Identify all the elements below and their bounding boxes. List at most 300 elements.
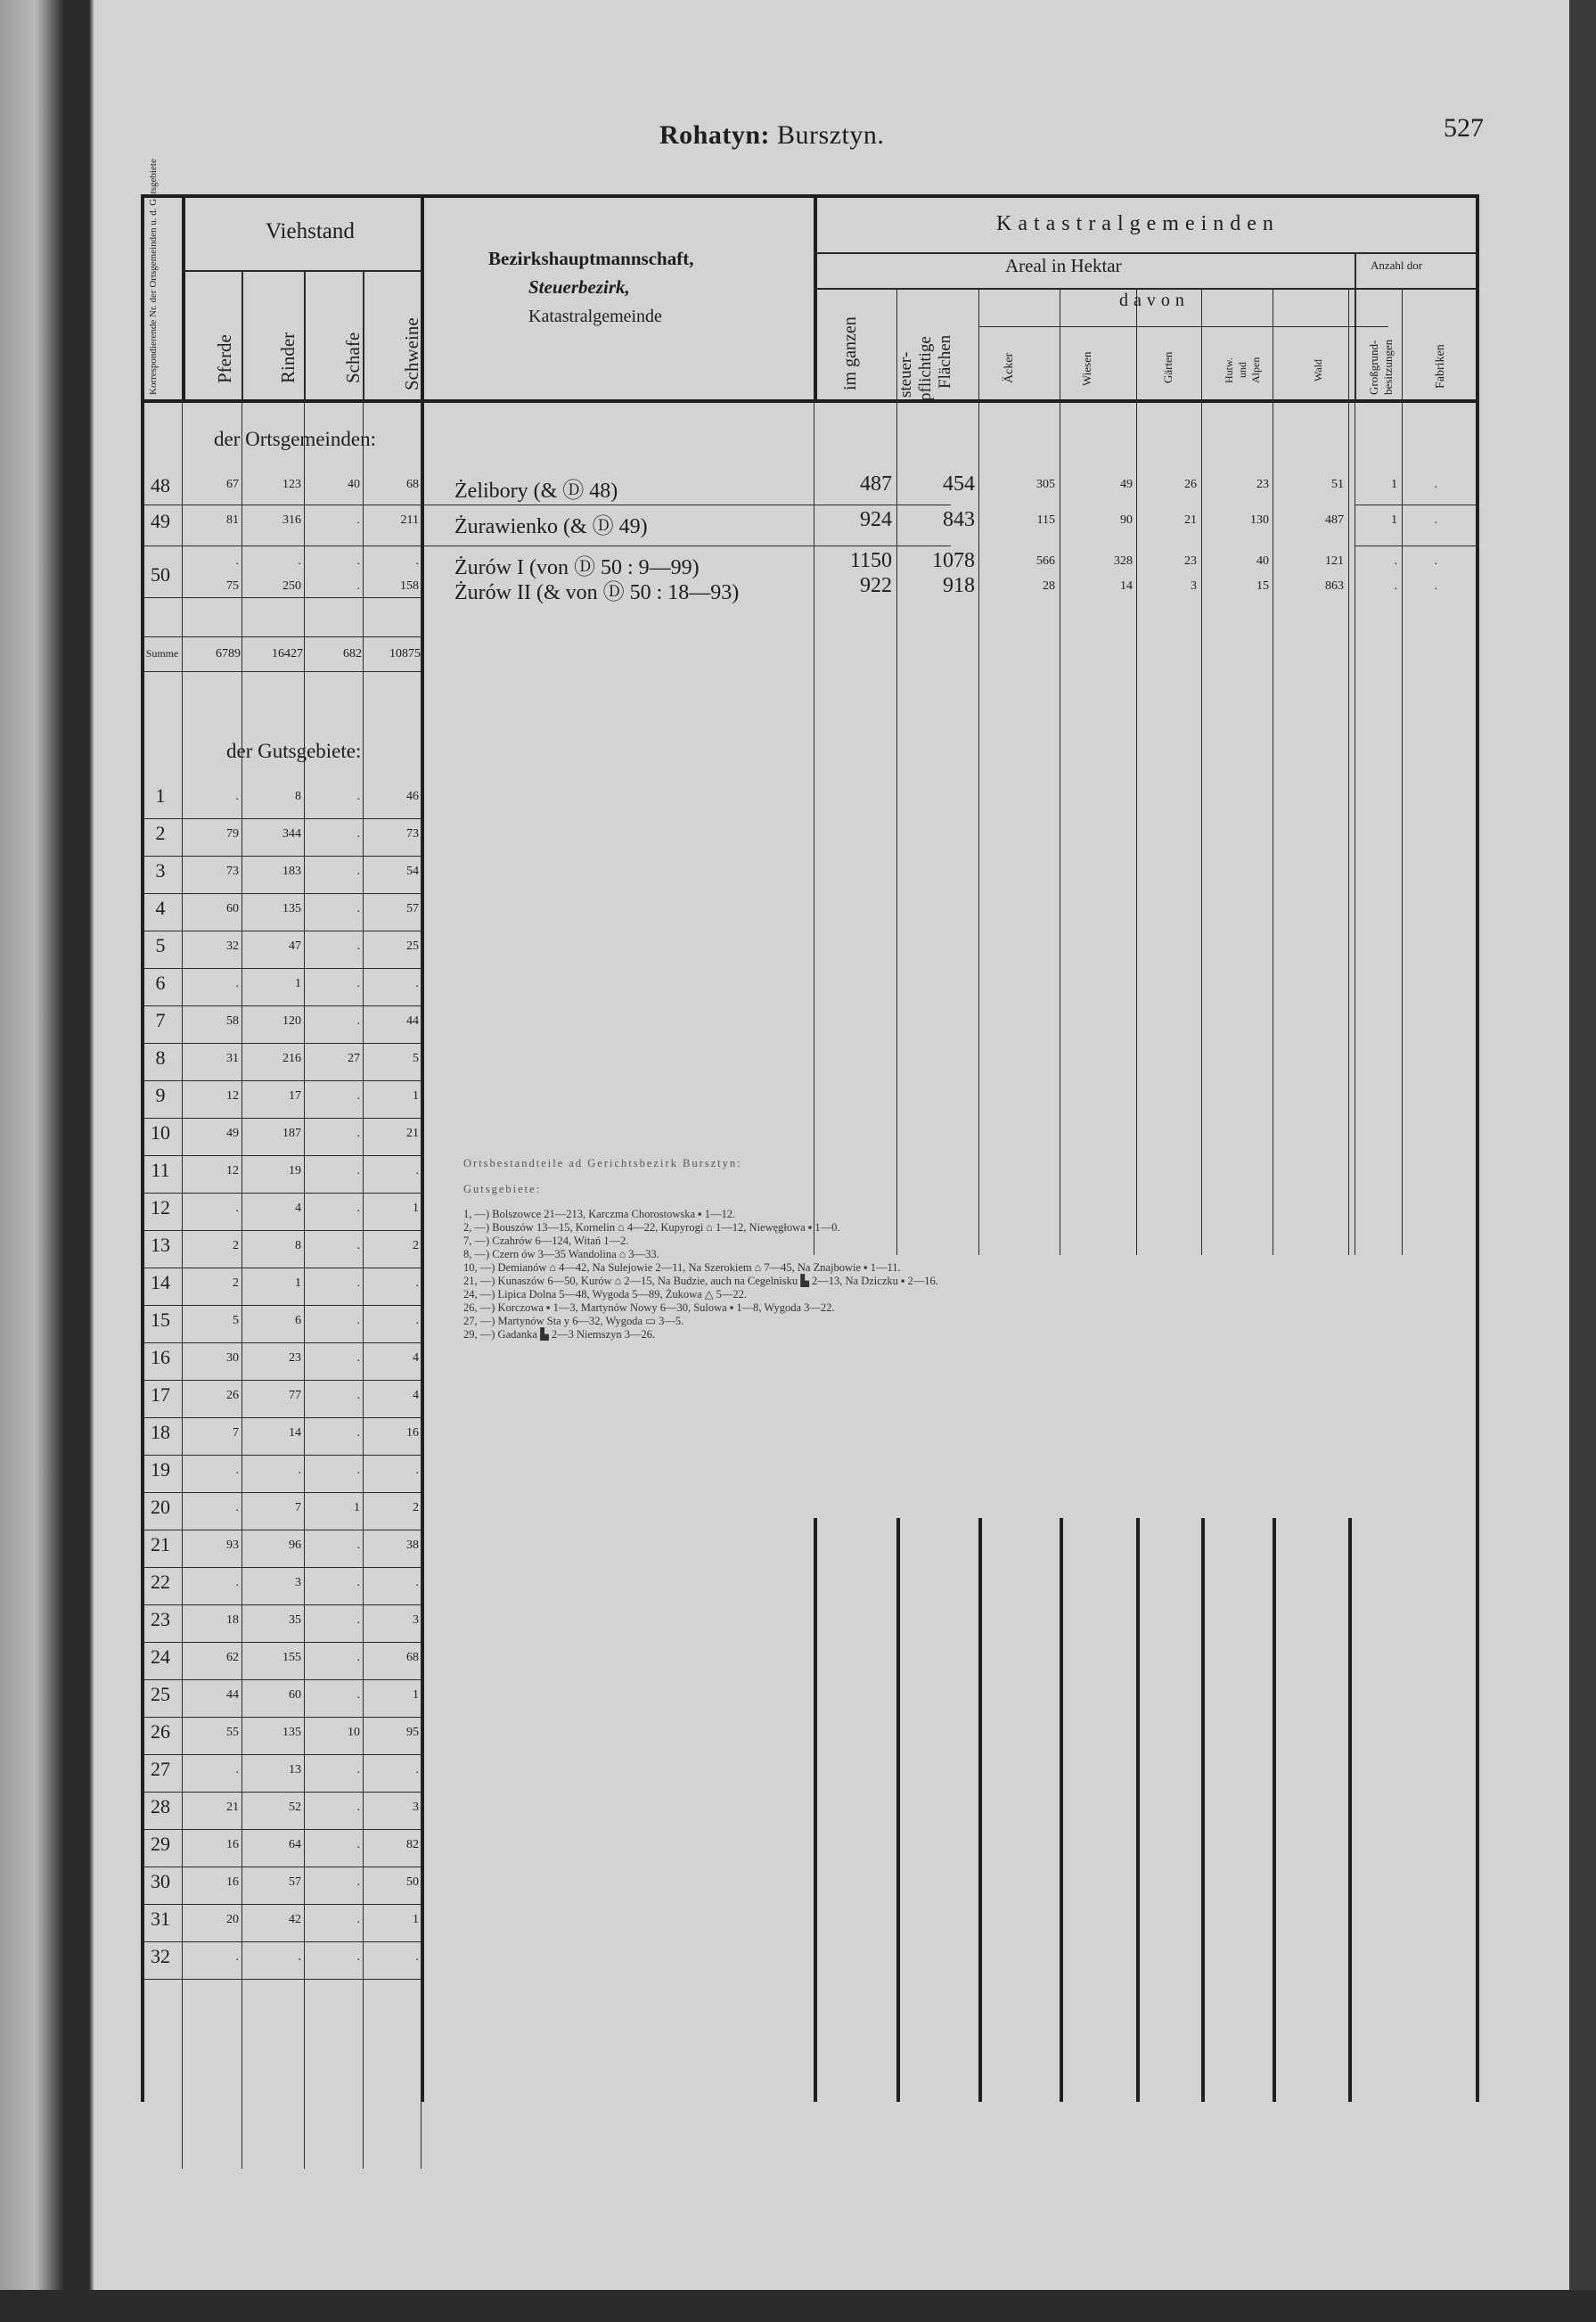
guts-schweine: . (415, 1950, 419, 1964)
kataster-lower-rule (1136, 1518, 1140, 2102)
cell-rinder: . (298, 554, 301, 568)
cell-gaerten: 26 (1184, 478, 1197, 491)
guts-row-rule (141, 1455, 421, 1456)
guts-schweine: 4 (413, 1351, 419, 1365)
cell-schafe: . (356, 554, 360, 568)
guts-schweine: 50 (406, 1875, 419, 1889)
guts-pferde: 60 (226, 902, 239, 915)
guts-row-rule (141, 1342, 421, 1343)
viehstand-row-rule (141, 597, 421, 598)
cell-rinder: 250 (282, 579, 301, 593)
guts-pferde: 16 (226, 1875, 239, 1889)
note-line: 29, —) Gadanka ▙ 2—3 Niemszyn 3—26. (463, 1328, 656, 1341)
col-aecker-header: Äcker (1003, 352, 1016, 383)
col-bezirk-line3: Katastralgemeinde (528, 307, 662, 326)
cell-aecker: 28 (1043, 579, 1055, 593)
guts-schafe: . (356, 1464, 360, 1477)
guts-rinder: 35 (289, 1613, 301, 1627)
kataster-lower-rule (1060, 1518, 1063, 2102)
col-steuer-header-3: Flächen (936, 334, 954, 389)
guts-pferde: . (235, 1950, 239, 1964)
cell-fabriken: . (1434, 478, 1437, 491)
viehstand-sub-rule (241, 270, 243, 399)
guts-row-number: 29 (151, 1833, 170, 1855)
guts-row-rule (141, 968, 421, 969)
kataster-col-rule (1201, 399, 1202, 1255)
guts-rinder: 344 (282, 827, 301, 841)
guts-pferde: . (235, 1464, 239, 1477)
kataster-lower-rule (1348, 1518, 1352, 2102)
cell-pferde: 81 (226, 513, 239, 527)
cell-gross: 1 (1391, 513, 1397, 527)
guts-schafe: 1 (354, 1501, 360, 1514)
guts-schafe: . (356, 977, 360, 990)
cell-gaerten: 21 (1184, 513, 1197, 527)
col-hutw-header-1: Hutw. (1223, 357, 1235, 383)
guts-schafe: 10 (348, 1726, 360, 1739)
cell-wald: 487 (1325, 513, 1344, 527)
guts-schafe: . (356, 1688, 360, 1702)
cell-gross: 1 (1391, 478, 1397, 491)
cell-katastralgemeinde: Żurów II (& von Ⓓ 50 : 18—93) (454, 581, 740, 604)
guts-pferde: 49 (226, 1127, 239, 1140)
header-bottom-rule (141, 399, 1479, 403)
areal-sub-rule (1402, 288, 1403, 399)
viehstand-sub-rule (304, 270, 306, 399)
guts-pferde: 44 (226, 1688, 239, 1702)
guts-row-number: 24 (151, 1645, 170, 1668)
cell-steuerpflichtig: 843 (943, 508, 975, 531)
viehstand-rule (182, 270, 421, 272)
guts-rinder: 47 (289, 939, 301, 953)
guts-rinder: 6 (295, 1314, 301, 1327)
col-bezirk-line2: Steuerbezirk, (528, 276, 630, 298)
guts-row-rule (141, 1941, 421, 1942)
guts-row-rule (141, 1492, 421, 1493)
cell-schweine: 68 (406, 478, 419, 491)
summe-pferde: 6789 (216, 647, 241, 660)
row-number: 50 (151, 563, 170, 586)
section-gutsgebiete: der Gutsgebiete: (226, 740, 362, 762)
note-line: 10, —) Demianów ⌂ 4—42, Na Sulejowie 2—11, Na Szerokiem ⌂ 7—45, Na Znajbowie ▪ 1—11. (463, 1261, 901, 1274)
guts-row-number: 2 (155, 822, 166, 844)
notes-subheading: Gutsgebiete: (463, 1183, 542, 1195)
guts-rinder: 19 (289, 1164, 301, 1177)
areal-sub-rule (1201, 288, 1202, 399)
cell-hutw: 23 (1256, 478, 1269, 491)
guts-schafe: . (356, 1164, 360, 1177)
cell-katastralgemeinde: Żurawienko (& Ⓓ 49) (454, 515, 648, 538)
guts-rinder: . (298, 1464, 301, 1477)
guts-rinder: 42 (289, 1913, 301, 1926)
guts-pferde: 21 (226, 1801, 239, 1814)
guts-pferde: 30 (226, 1351, 239, 1365)
cell-wiesen: 49 (1120, 478, 1133, 491)
guts-rinder: 77 (289, 1389, 301, 1402)
kataster-lower-rule (978, 1518, 982, 2102)
col-gross-header-1: Großgrund- (1367, 340, 1380, 395)
guts-pferde: 18 (226, 1613, 239, 1627)
guts-pferde: . (235, 790, 239, 803)
note-line: 27, —) Martynów Sta y 6—32, Wygoda ▭ 3—5. (463, 1315, 684, 1327)
guts-pferde: . (235, 977, 239, 990)
cell-steuerpflichtig: 1078 (932, 549, 975, 572)
guts-pferde: 58 (226, 1014, 239, 1028)
guts-row-rule (141, 1904, 421, 1905)
cell-schweine: . (415, 554, 419, 568)
guts-schweine: 1 (413, 1202, 419, 1215)
cell-wiesen: 90 (1120, 513, 1133, 527)
guts-row-rule (141, 1380, 421, 1381)
guts-pferde: 2 (233, 1239, 239, 1252)
guts-row-rule (141, 893, 421, 894)
kataster-rule (814, 252, 1477, 254)
guts-row-rule (141, 1567, 421, 1568)
guts-row-number: 4 (155, 897, 166, 919)
cell-gross: . (1394, 579, 1397, 593)
guts-row-number: 20 (151, 1496, 170, 1518)
guts-pferde: . (235, 1501, 239, 1514)
col-bezirk-line1: Bezirkshauptmannschaft, (488, 248, 694, 269)
statistics-table (141, 159, 1479, 2102)
guts-schafe: . (356, 1613, 360, 1627)
guts-schafe: . (356, 1351, 360, 1365)
guts-row-number: 25 (151, 1683, 170, 1705)
guts-row-rule (141, 1417, 421, 1418)
guts-row-rule (141, 1118, 421, 1119)
guts-pferde: 62 (226, 1651, 239, 1664)
guts-schafe: . (356, 1314, 360, 1327)
guts-schweine: 1 (413, 1913, 419, 1926)
guts-row-number: 7 (155, 1009, 166, 1031)
kataster-col-rule (978, 399, 979, 1255)
col-wald-header: Wald (1312, 358, 1324, 382)
guts-row-number: 23 (151, 1608, 170, 1630)
guts-rinder: 8 (295, 790, 301, 803)
cell-pferde: . (235, 554, 239, 568)
col-davon-header: davon (1119, 291, 1190, 310)
guts-schafe: . (356, 1389, 360, 1402)
page-binding-shadow (0, 0, 94, 2322)
col-fabriken-header: Fabriken (1434, 344, 1447, 389)
guts-pferde: 55 (226, 1726, 239, 1739)
guts-row-rule (141, 1679, 421, 1680)
col-kataster-header: Katastralgemeinden (996, 212, 1280, 235)
guts-schafe: . (356, 790, 360, 803)
note-line: 7, —) Czahrów 6—124, Witań 1—2. (463, 1235, 629, 1247)
guts-schweine: 1 (413, 1688, 419, 1702)
guts-schafe: . (356, 1950, 360, 1964)
summe-rinder: 16427 (272, 647, 303, 660)
guts-rinder: 7 (295, 1501, 301, 1514)
col-schweine-header: Schweine (401, 317, 422, 390)
guts-row-rule (141, 856, 421, 857)
cell-im-ganzen: 487 (860, 472, 892, 496)
guts-row-number: 22 (151, 1571, 170, 1593)
guts-schafe: . (356, 1651, 360, 1664)
guts-pferde: 20 (226, 1913, 239, 1926)
col-wiesen-header: Wiesen (1080, 351, 1093, 386)
note-line: 26, —) Korczowa ▪ 1—3, Martynów Nowy 6—30, Sulowa ▪ 1—8, Wygoda 3—22. (463, 1301, 835, 1314)
guts-row-rule (141, 1005, 421, 1006)
guts-row-number: 8 (155, 1046, 166, 1069)
guts-schweine: 38 (406, 1538, 419, 1552)
guts-rinder: 57 (289, 1875, 301, 1889)
areal-sub-rule (978, 288, 979, 399)
guts-schafe: . (356, 1801, 360, 1814)
summe-schweine: 10875 (389, 647, 421, 660)
guts-schafe: . (356, 827, 360, 841)
cell-katastralgemeinde: Żurów I (von Ⓓ 50 : 9—99) (454, 556, 700, 579)
guts-schafe: . (356, 1239, 360, 1252)
guts-schweine: 54 (406, 865, 419, 878)
guts-schafe: . (356, 1127, 360, 1140)
title-court: Bursztyn. (777, 120, 885, 150)
guts-rinder: 187 (282, 1127, 301, 1140)
header-col-rule (182, 194, 185, 399)
guts-row-number: 31 (151, 1908, 170, 1930)
page-edge-right (1569, 0, 1596, 2322)
guts-schweine: 5 (413, 1052, 419, 1065)
guts-schweine: . (415, 1276, 419, 1290)
guts-schafe: . (356, 1089, 360, 1103)
guts-schweine: 46 (406, 790, 419, 803)
guts-row-number: 13 (151, 1234, 170, 1256)
guts-schafe: . (356, 1763, 360, 1776)
cell-schweine: 158 (400, 579, 419, 593)
col-anzahl-header: Anzahl dor (1371, 258, 1423, 272)
kataster-lower-rule (1201, 1518, 1205, 2102)
guts-rinder: 1 (295, 1276, 301, 1290)
page-title (659, 120, 884, 151)
summe-label: Summe (145, 647, 179, 660)
guts-row-number: 18 (151, 1421, 170, 1443)
kataster-lower-rule (1273, 1518, 1276, 2102)
col-steuer-header-1: steuer- (896, 351, 915, 398)
guts-row-number: 30 (151, 1870, 170, 1892)
note-line: 1, —) Bolszowce 21—213, Karczma Chorostowska ▪ 1—12. (463, 1208, 736, 1220)
guts-row-number: 5 (155, 934, 166, 956)
guts-schweine: . (415, 1164, 419, 1177)
guts-row-number: 10 (151, 1121, 170, 1144)
guts-row-number: 21 (151, 1533, 170, 1555)
guts-schafe: . (356, 902, 360, 915)
cell-gaerten: 23 (1184, 554, 1197, 568)
guts-pferde: 2 (233, 1276, 239, 1290)
guts-rinder: 155 (282, 1651, 301, 1664)
col-areal-header: Areal in Hektar (1005, 255, 1122, 276)
cell-im-ganzen: 924 (860, 508, 892, 531)
guts-row-number: 16 (151, 1346, 170, 1368)
guts-rinder: 1 (295, 977, 301, 990)
guts-schweine: 82 (406, 1838, 419, 1851)
col-hutw-header-2: und (1236, 362, 1248, 378)
guts-pferde: . (235, 1202, 239, 1215)
guts-pferde: 79 (226, 827, 239, 841)
guts-row-rule (141, 1979, 421, 1980)
guts-schweine: . (415, 1314, 419, 1327)
guts-rinder: 120 (282, 1014, 301, 1028)
guts-schweine: 16 (406, 1426, 419, 1440)
cell-steuerpflichtig: 454 (943, 472, 975, 496)
cell-rinder: 123 (282, 478, 301, 491)
areal-rule (814, 288, 1477, 290)
guts-pferde: 12 (226, 1089, 239, 1103)
guts-row-number: 15 (151, 1309, 170, 1331)
guts-row-rule (141, 1604, 421, 1605)
guts-schweine: 44 (406, 1014, 419, 1028)
guts-rinder: 4 (295, 1202, 301, 1215)
guts-pferde: 73 (226, 865, 239, 878)
guts-pferde: . (235, 1763, 239, 1776)
guts-schafe: . (356, 1576, 360, 1589)
header-col-rule (814, 194, 817, 399)
cell-fabriken: . (1434, 554, 1437, 568)
cell-steuerpflichtig: 918 (943, 574, 975, 597)
cell-pferde: 67 (226, 478, 239, 491)
row-number: 48 (151, 474, 170, 496)
guts-row-rule (141, 818, 421, 819)
guts-rinder: 60 (289, 1688, 301, 1702)
guts-row-number: 3 (155, 859, 166, 882)
kataster-lower-rule (896, 1518, 900, 2102)
guts-schafe: . (356, 1426, 360, 1440)
guts-schweine: 1 (413, 1089, 419, 1103)
guts-pferde: . (235, 1576, 239, 1589)
guts-pferde: 32 (226, 939, 239, 953)
guts-row-rule (141, 1792, 421, 1793)
col-korr-header: Korrespondierende Nr. der Ortsgemeinden u. d. Gutsgebiete (148, 159, 159, 395)
guts-schafe: . (356, 1538, 360, 1552)
kataster-lower-rule (814, 1518, 817, 2102)
guts-schweine: 25 (406, 939, 419, 953)
guts-schweine: 21 (406, 1127, 419, 1140)
guts-rinder: 3 (295, 1576, 301, 1589)
cell-schweine: 211 (400, 513, 419, 527)
areal-sub-rule (896, 288, 897, 399)
guts-row-number: 17 (151, 1383, 170, 1406)
guts-row-number: 32 (151, 1945, 170, 1967)
col-gross-header-2: besitzungen (1381, 339, 1395, 395)
cell-im-ganzen: 922 (860, 574, 892, 597)
cell-hutw: 15 (1256, 579, 1269, 593)
guts-rinder: 8 (295, 1239, 301, 1252)
cell-pferde: 75 (226, 579, 239, 593)
footnotes (463, 1157, 938, 1342)
col-im-ganzen-header: im ganzen (840, 316, 860, 390)
guts-rinder: 183 (282, 865, 301, 878)
guts-rinder: 96 (289, 1538, 301, 1552)
cell-schafe: . (356, 513, 360, 527)
guts-schafe: . (356, 1202, 360, 1215)
row-number: 49 (151, 510, 170, 532)
guts-row-number: 9 (155, 1084, 166, 1106)
guts-pferde: 12 (226, 1164, 239, 1177)
kataster-col-rule (1136, 399, 1137, 1255)
cell-fabriken: . (1434, 579, 1437, 593)
guts-row-number: 27 (151, 1758, 170, 1780)
guts-row-number: 6 (155, 972, 166, 994)
guts-rinder: 14 (289, 1426, 301, 1440)
table-right-rule (1476, 194, 1479, 2102)
cell-schafe: 40 (348, 478, 360, 491)
guts-schafe: 27 (348, 1052, 360, 1065)
cell-aecker: 115 (1036, 513, 1055, 527)
guts-schweine: 3 (413, 1801, 419, 1814)
guts-row-number: 26 (151, 1720, 170, 1743)
guts-row-number: 28 (151, 1795, 170, 1817)
note-line: 21, —) Kunaszów 6—50, Kurów ⌂ 2—15, Na Budzie, auch na Cegelnisku ▙ 2—13, Na Dziczku ▪ 2—16. (463, 1275, 938, 1287)
guts-row-rule (141, 1043, 421, 1044)
anzahl-rule (1355, 252, 1356, 399)
guts-row-rule (141, 1230, 421, 1231)
guts-pferde: 26 (226, 1389, 239, 1402)
notes-lines (463, 1208, 938, 1342)
guts-schweine: 95 (406, 1726, 419, 1739)
guts-row-rule (141, 1754, 421, 1755)
guts-row-number: 14 (151, 1271, 170, 1293)
note-line: 2, —) Bouszów 13—15, Kornelin ⌂ 4—22, Kupyrogi ⌂ 1—12, Niewęgłowa ▪ 1—0. (463, 1221, 840, 1234)
viehstand-row-rule (141, 636, 421, 637)
guts-rinder: 216 (282, 1052, 301, 1065)
guts-schafe: . (356, 939, 360, 953)
guts-schweine: 3 (413, 1613, 419, 1627)
guts-row-rule (141, 1642, 421, 1643)
cell-hutw: 130 (1250, 513, 1269, 527)
cell-gaerten: 3 (1191, 579, 1197, 593)
viehstand-col-rule (421, 399, 422, 2169)
cell-fabriken: . (1434, 513, 1437, 527)
guts-rinder: . (298, 1950, 301, 1964)
guts-schafe: . (356, 1838, 360, 1851)
section-ortsgemeinden: der Ortsgemeinden: (214, 428, 377, 450)
cell-aecker: 566 (1036, 554, 1055, 568)
guts-row-number: 19 (151, 1458, 170, 1481)
cell-gross: . (1394, 554, 1397, 568)
guts-schweine: . (415, 977, 419, 990)
kataster-col-rule (1348, 399, 1349, 1255)
guts-row-rule (141, 1080, 421, 1081)
col-viehstand-header: Viehstand (266, 219, 355, 243)
viehstand-row-rule (141, 671, 421, 672)
guts-schweine: 68 (406, 1651, 419, 1664)
guts-schafe: . (356, 1913, 360, 1926)
guts-row-rule (141, 1305, 421, 1306)
col-schafe-header: Schafe (342, 332, 364, 383)
guts-rinder: 135 (282, 902, 301, 915)
guts-schweine: 4 (413, 1389, 419, 1402)
guts-pferde: 7 (233, 1426, 239, 1440)
guts-pferde: 93 (226, 1538, 239, 1552)
summe-schafe: 682 (343, 647, 362, 660)
davon-rule (978, 326, 1388, 327)
guts-row-rule (141, 1155, 421, 1156)
note-line: 24, —) Lipica Dolna 5—48, Wygoda 5—89, Żukowa △ 5—22. (463, 1288, 747, 1300)
guts-rinder: 13 (289, 1763, 301, 1776)
guts-rinder: 135 (282, 1726, 301, 1739)
page-edge-bottom (0, 2290, 1596, 2322)
guts-rinder: 23 (289, 1351, 301, 1365)
guts-schweine: 2 (413, 1239, 419, 1252)
cell-aecker: 305 (1036, 478, 1055, 491)
guts-rinder: 64 (289, 1838, 301, 1851)
guts-row-number: 1 (155, 784, 166, 807)
cell-wiesen: 14 (1120, 579, 1133, 593)
guts-rinder: 17 (289, 1089, 301, 1103)
cell-hutw: 40 (1256, 554, 1269, 568)
cell-wald: 121 (1325, 554, 1344, 568)
cell-rinder: 316 (282, 513, 301, 527)
